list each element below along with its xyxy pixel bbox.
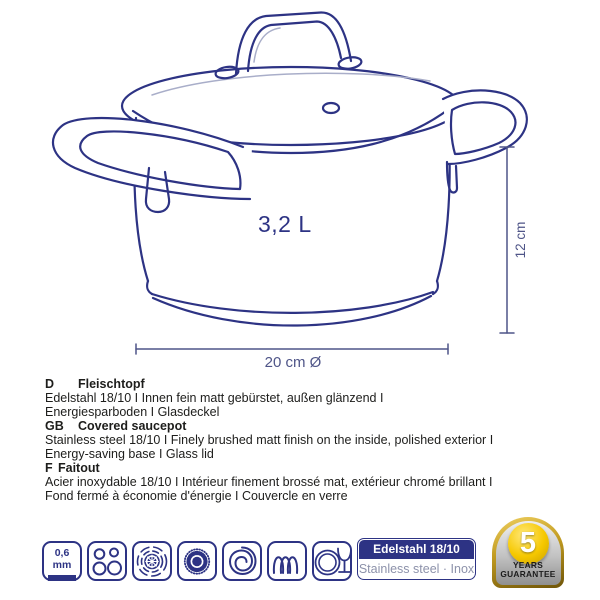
description-line: Acier inoxydable 18/10 I Intérieur finement brossé mat, extérieur chromé brillant I [45,475,493,489]
material-badge-title: Edelstahl 18/10 [359,540,474,559]
product-title: Faitout [58,461,100,475]
right-side-handle [443,90,527,192]
description-heading [45,419,560,433]
material-thickness-icon [42,541,82,581]
volume-label: 3,2 L [258,211,312,237]
product-descriptions [45,377,560,503]
guarantee-line-guarantee: GUARANTEE [500,569,556,579]
radiant-hob-icon [132,541,172,581]
language-code: D [45,377,55,391]
width-dimension-line [136,344,448,354]
guarantee-badge-panel [496,521,561,585]
language-code: GB [45,419,64,433]
material-badge-subtitle: Stainless steel · Inox [358,562,475,576]
thickness-value: 0,6 mm [52,547,72,571]
description-french [45,461,560,503]
product-title: Covered saucepot [78,419,187,433]
material-badge [357,538,476,580]
gas-hob-icon [177,541,217,581]
left-side-handle [53,118,252,212]
description-line: Edelstahl 18/10 I Innen fein matt gebürstet, außen glänzend I [45,391,384,405]
description-line: Energy-saving base I Glass lid [45,447,214,461]
dishwasher-safe-icon [312,541,352,581]
height-dimension-line [500,147,514,333]
guarantee-badge [492,517,564,588]
description-heading [45,461,560,475]
description-line: Fond fermé à économie d'énergie I Couvercle en verre [45,489,348,503]
language-code: F [45,461,53,475]
description-german [45,377,560,419]
induction-hob-icon [267,541,307,581]
guarantee-badge-text [496,561,561,580]
electric-hob-icon [87,541,127,581]
steam-vent [323,103,339,113]
product-title: Fleischtopf [78,377,145,391]
description-line: Energiesparboden I Glasdeckel [45,405,220,419]
guarantee-years-number: 5 [508,523,549,564]
description-line: Stainless steel 18/10 I Finely brushed matt finish on the inside, polished exterior I [45,433,494,447]
description-english [45,419,560,461]
description-heading [45,377,560,391]
height-dimension-label: 12 cm [513,221,528,259]
coil-hob-icon [222,541,262,581]
diameter-dimension-label: 20 cm Ø [264,354,322,371]
thickness-bar [48,575,76,581]
guarantee-line-years: YEARS [512,559,544,570]
